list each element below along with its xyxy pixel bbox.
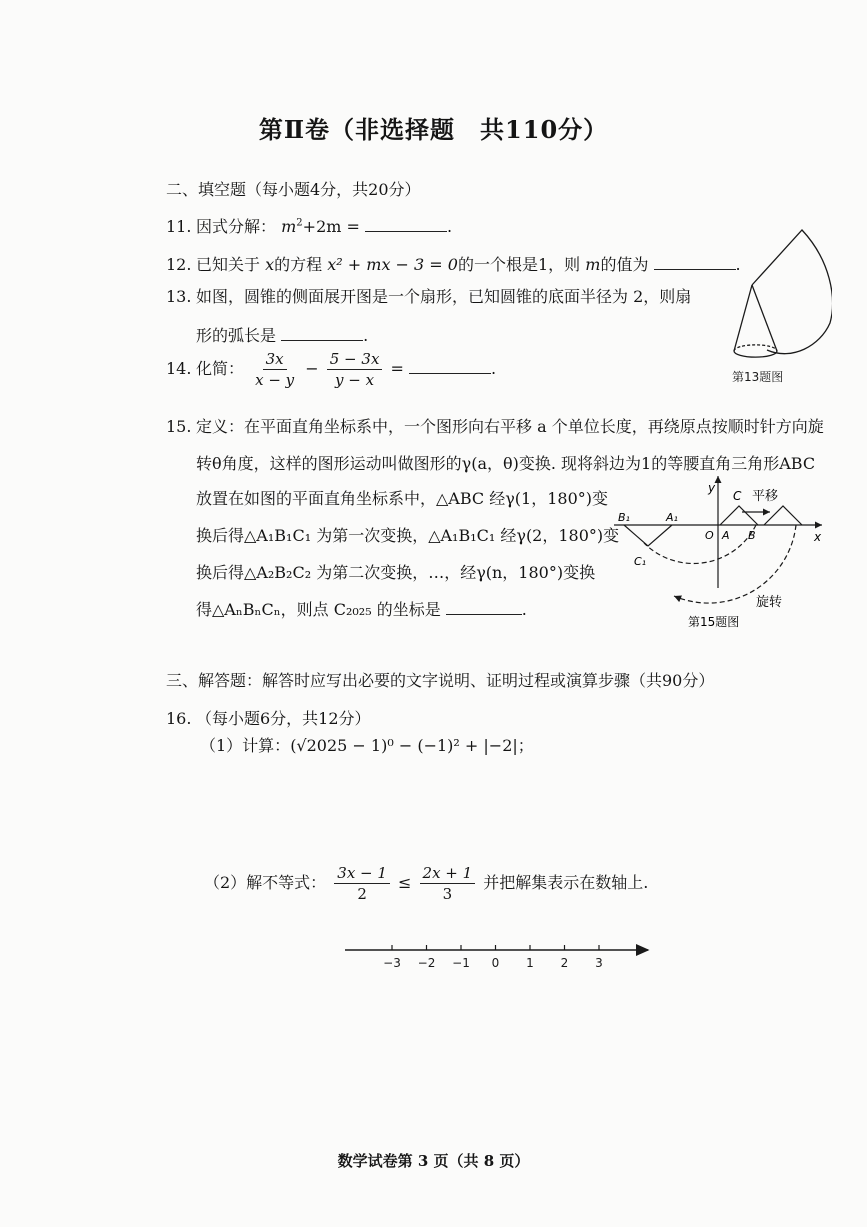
number-line-tick-label: 2 [560,956,569,970]
question-13: 13. 如图，圆锥的侧面展开图是一个扇形，已知圆锥的底面半径为 2，则扇 [166,287,692,306]
triangle-abc [720,506,758,525]
question-14: 14. 化简： $\frac{3x}{x - y}$ − $\frac{5 - 3x}{y - x}$ = . [166,350,497,389]
question-16-part1: （1）计算：(√2025 − 1)⁰ − (−1)² + |−2|； [200,736,534,755]
question-15-line5: 换后得△A₂B₂C₂ 为第二次变换，…，经γ(n，180°)变换 [196,563,596,582]
number-line-tick-label: −1 [452,956,470,970]
number-line[interactable] [340,934,660,974]
question-16-header: 16. （每小题6分，共12分） [166,709,371,728]
sector-outline [752,230,832,354]
label-c1: C₁ [634,555,647,568]
label-c: C [733,489,742,503]
label-o: O [705,529,714,542]
question-15-line1: 15. 定义：在平面直角坐标系中，一个图形向右平移 a 个单位长度，再绕原点按顺时针方向旋 [166,417,824,436]
number-line-tick-label: 1 [526,956,534,970]
answer-blank-13[interactable] [281,326,363,341]
label-y: y [708,481,716,495]
label-b1: B₁ [618,511,630,524]
rotation-arc-outer [674,525,796,603]
label-pingyi: 平移 [752,489,779,504]
question-16-part2: （2）解不等式： $\frac{3x - 1}{2}$ ≤ $\frac{2x + 1}{3}$ 并把解集表示在数轴上. [204,864,649,903]
question-12: 12. 已知关于 x的方程 x² + mx − 3 = 0的一个根是1，则 m的值为 . [166,255,741,274]
label-a: A [722,529,730,542]
cone-right-edge [752,285,777,351]
figure-15-caption: 第15题图 [688,615,740,629]
figure-13-caption: 第13题图 [732,370,784,384]
page-footer: 数学试卷第 3 页（共 8 页） [337,1152,530,1170]
number-line-tick-label: 0 [491,956,500,970]
cone-base-back [734,345,777,351]
number-line-tick-label: 3 [595,956,603,970]
number-line-tick-label: −2 [417,956,436,970]
question-15-line3: 放置在如图的平面直角坐标系中，△ABC 经γ(1，180°)变 [196,489,609,508]
question-13-line2: 形的弧长是 . [196,326,369,345]
answer-blank-14[interactable] [409,359,491,374]
number-line-tick-label: −3 [383,956,401,970]
figure-15-transform [614,468,828,634]
figure-13-cone-sector [722,228,832,390]
rotation-arc-inner [644,525,756,563]
question-15-line2: 转θ角度，这样的图形运动叫做图形的γ(a，θ)变换. 现将斜边为1的等腰直角三角形ABC [196,454,816,473]
label-b: B [748,529,756,542]
triangle-translated [764,506,802,525]
question-15-line4: 换后得△A₁B₁C₁ 为第一次变换，△A₁B₁C₁ 经γ(2，180°)变 [196,526,620,545]
label-xuanzhuan: 旋转 [756,595,783,610]
triangle-a1b1c1 [624,525,672,546]
label-a1: A₁ [666,511,678,524]
cone-left-edge [734,285,752,351]
question-11: 11. 因式分解： $m^2+2m$ = . [166,217,453,236]
section-heading-fill-in: 二、填空题（每小题4分，共20分） [166,180,421,199]
section-heading-solve: 三、解答题：解答时应写出必要的文字说明、证明过程或演算步骤（共90分） [166,671,715,690]
label-x: x [814,530,822,544]
page-title: 第Ⅱ卷（非选择题 共110分） [258,115,609,144]
answer-blank-11[interactable] [365,217,447,232]
question-15-line6: 得△AₙBₙCₙ，则点 C₂₀₂₅ 的坐标是 . [196,600,527,619]
answer-blank-15[interactable] [446,600,522,615]
